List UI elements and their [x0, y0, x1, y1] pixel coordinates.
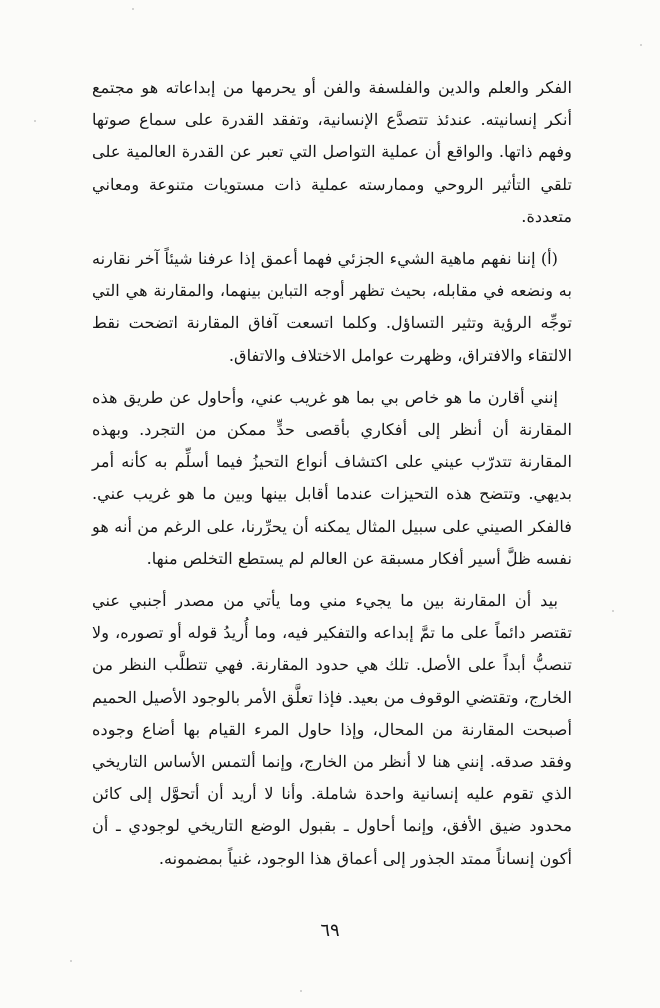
scan-speck: [132, 8, 134, 10]
scan-speck: [612, 610, 614, 612]
scan-speck: [70, 960, 72, 962]
paragraph-2: (أ) إننا نفهم ماهية الشيء الجزئي فهما أعمق إذا عرفنا شيئاً آخر نقارنه به ونضعه في مقابله، بحيث تظهر أوجه التباين بينهما، والمقارنة هي التي توجِّه الرؤية وتثير التساؤل. وكلما اتسعت آفاق المقارنة اتضحت نقط الالتقاء والافتراق، وظهرت عوامل الاختلاف والاتفاق.: [92, 249, 572, 365]
paragraph-1: الفكر والعلم والدين والفلسفة والفن أو يحرمها من إبداعاته هو مجتمع أنكر إنسانيته. عندئذ تتصدَّع الإنسانية، وتفقد القدرة على سماع صوتها وفهم ذاتها. والواقع أن عملية التواصل التي تعبر عن القدرة العالمية على تلقي التأثير الروحي وممارسته عملية ذات مستويات متنوعة ومعاني متعددة.: [92, 78, 572, 226]
paragraph-4: بيد أن المقارنة بين ما يجيء مني وما يأتي من مصدر أجنبي عني تقتصر دائماً على ما تمَّ إبداعه والتفكير فيه، وما أُريدُ قوله أو تصوره، ولا تنصبُّ أبداً على الأصل. تلك هي حدود المقارنة. فهي تتطلَّب النظر من الخارج، وتقتضي الوقوف من بعيد. فإذا تعلَّق الأمر بالوجود الأصيل الحميم أصبحت المقارنة من المحال، وإذا حاول المرء القيام بها أضاع وجوده وفقد صدقه. إنني هنا لا أنظر من الخارج، وإنما ألتمس الأساس التاريخي الذي تقوم عليه إنسانية واحدة شاملة. وأنا لا أريد أن أتحوَّل إلى كائن محدود ضيق الأفق، وإنما أحاول ـ بقبول الوضع التاريخي لوجودي ـ أن أكون إنساناً ممتد الجذور إلى أعماق هذا الوجود، غنياً بمضمونه.: [92, 591, 572, 868]
scan-speck: [300, 990, 302, 992]
scan-speck: [640, 44, 642, 46]
page-number: ٦٩: [320, 920, 340, 941]
scan-speck: [34, 120, 36, 122]
paragraph-3: إنني أقارن ما هو خاص بي بما هو غريب عني، وأحاول عن طريق هذه المقارنة أن أنظر إلى أفكاري بأقصى حدٍّ ممكن من التجرد. وبهذه المقارنة تتدرّب عيني على اكتشاف أنواع التحيزُ فيما أسلِّم به كأنه أمر بديهي. وتتضح هذه التحيزات عندما أقابل بينها وبين ما هو غريب عني. فالفكر الصيني على سبيل المثال يمكنه أن يحرِّرنا، على الرغم من أنه هو نفسه ظلَّ أسير أفكار مسبقة عن العالم لم يستطع التخلص منها.: [92, 387, 572, 568]
body-text: [92, 72, 572, 875]
